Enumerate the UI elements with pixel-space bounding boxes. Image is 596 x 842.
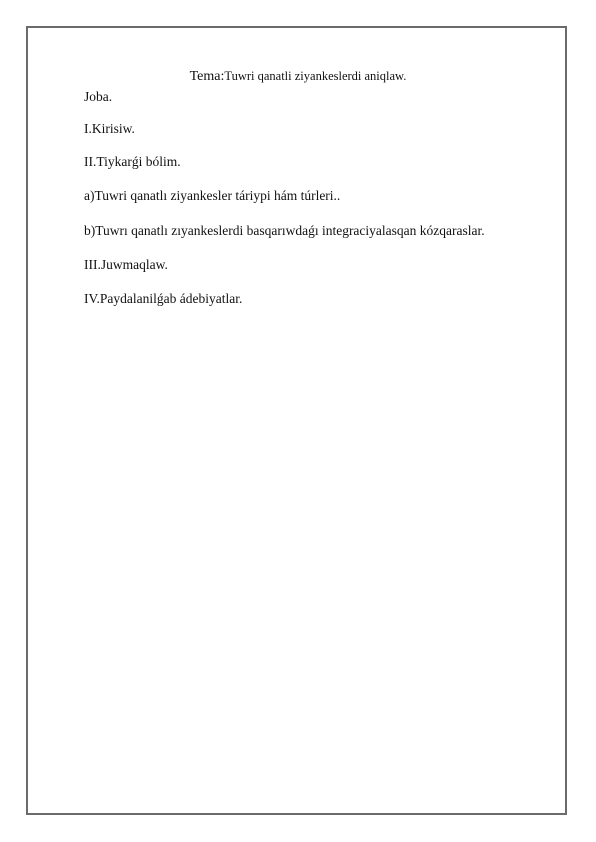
plan-item-conclusion: III.Juwmaqlaw. (84, 257, 168, 272)
plan-item-section-a: a)Tuwri qanatlı ziyankesler táriypi hám túrleri.. (84, 188, 341, 203)
plan-item-introduction: I.Kirisiw. (84, 121, 135, 136)
plan-item-main-part: II.Tiykarǵi bólim. (84, 154, 181, 169)
plan-heading: Joba. (84, 89, 113, 104)
title-label: Tema: (189, 69, 225, 84)
document-title (0, 68, 596, 85)
plan-item-references: IV.Paydalanilǵab ádebiyatlar. (84, 291, 243, 306)
title-topic: Tuwri qanatli ziyankeslerdi aniqlaw. (224, 69, 407, 83)
plan-item-section-b: b)Tuwrı qanatlı zıyankeslerdi basqarıwdaǵı integraciyalasqan kózqaraslar. (84, 223, 485, 238)
page-border (26, 26, 567, 815)
